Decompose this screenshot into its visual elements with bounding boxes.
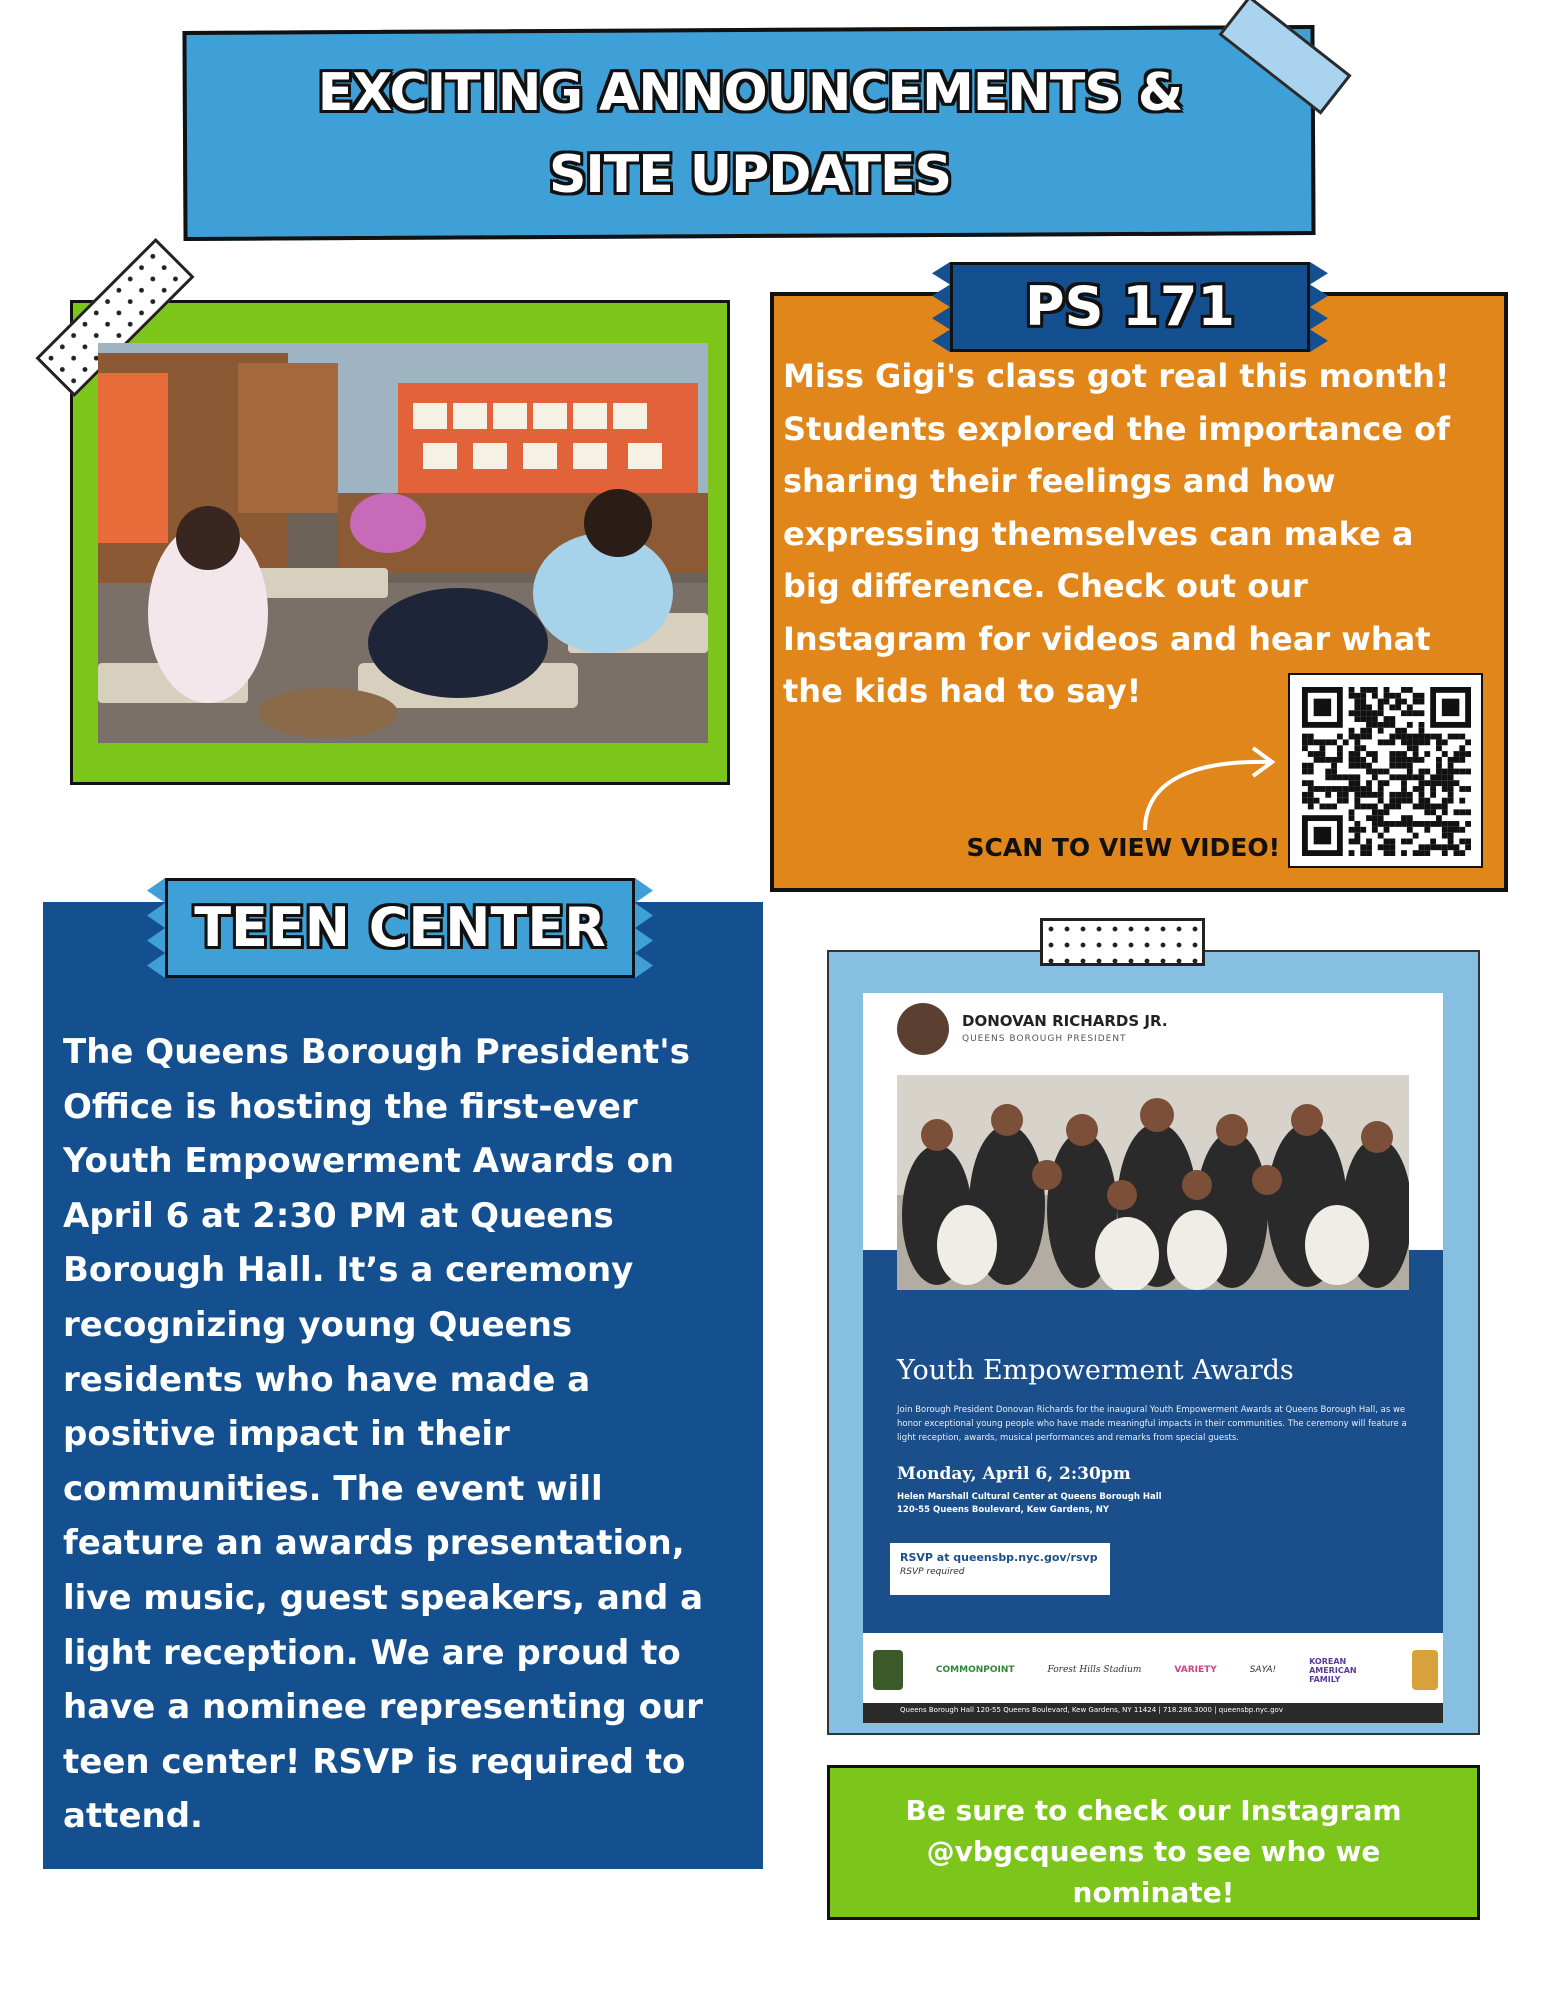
teen-center-line: Youth Empowerment Awards on [63, 1141, 675, 1182]
teen-center-line: Borough Hall. It’s a ceremony [63, 1250, 634, 1291]
instagram-note-line-2[interactable]: @vbgcqueens to see who we nominate! [926, 1835, 1381, 1909]
ps171-line: Students explored the importance of [783, 409, 1451, 448]
flyer-rsvp-box [890, 1543, 1110, 1595]
instagram-note-text [845, 1790, 1462, 1913]
flyer-footer: Queens Borough Hall 120-55 Queens Boulevard, Kew Gardens, NY 11424 | 718.286.3000 | queensbp.nyc.gov [900, 1706, 1283, 1714]
scan-label: SCAN TO VIEW VIDEO! [966, 833, 1280, 862]
teen-center-line: communities. The event will [63, 1468, 603, 1509]
page-title [190, 52, 1310, 216]
classroom-photo [98, 343, 708, 743]
teen-center-line: teen center! RSVP is required to [63, 1741, 686, 1782]
ps171-body [783, 350, 1503, 718]
instagram-note-line-1: Be sure to check our Instagram [905, 1794, 1402, 1827]
teen-center-line: have a nominee representing our [63, 1687, 703, 1728]
teen-center-line: live music, guest speakers, and a [63, 1577, 704, 1618]
teen-center-line: recognizing young Queens [63, 1304, 573, 1345]
sponsor-logo: VARIETY [1174, 1665, 1217, 1675]
teen-center-line: light reception. We are proud to [63, 1632, 681, 1673]
flyer-event-title: Youth Empowerment Awards [897, 1355, 1294, 1386]
flyer-venue-line-2: 120-55 Queens Boulevard, Kew Gardens, NY [897, 1505, 1110, 1515]
teen-center-line: April 6 at 2:30 PM at Queens [63, 1195, 614, 1236]
sponsor-logo: SAYA! [1249, 1665, 1277, 1675]
flyer-venue [897, 1491, 1417, 1517]
flyer-name: DONOVAN RICHARDS JR. [962, 1012, 1168, 1030]
flyer-avatar [897, 1003, 949, 1055]
ps171-title: PS 171 [1025, 275, 1235, 338]
sponsor-logo: COMMONPOINT [935, 1665, 1015, 1675]
page-title-line-2: SITE UPDATES [548, 145, 952, 205]
teen-center-line: residents who have made a [63, 1359, 591, 1400]
ps171-line: Instagram for videos and hear what [783, 619, 1431, 658]
teen-center-title: TEEN CENTER [194, 896, 606, 959]
page-title-line-1: EXCITING ANNOUNCEMENTS & [317, 63, 1183, 123]
ps171-line: Miss Gigi's class got real this month! [783, 357, 1450, 395]
flyer-date: Monday, April 6, 2:30pm [897, 1464, 1131, 1484]
sponsor-logo [873, 1650, 903, 1690]
ps171-line: big difference. Check out our [783, 567, 1308, 605]
teen-center-line: attend. [63, 1796, 203, 1837]
sponsor-logo: Forest Hills Stadium [1047, 1665, 1142, 1675]
flyer-rsvp-note: RSVP required [900, 1567, 965, 1577]
sponsor-logos [873, 1645, 1438, 1695]
teen-center-line: feature an awards presentation, [63, 1523, 685, 1564]
flyer-role: QUEENS BOROUGH PRESIDENT [962, 1034, 1127, 1044]
ps171-line: the kids had to say! [783, 672, 1142, 710]
teen-center-body [63, 1025, 763, 1844]
sponsor-logo: KOREAN AMERICAN FAMILY [1309, 1656, 1357, 1684]
teen-center-line: Office is hosting the first-ever [63, 1086, 638, 1127]
flyer-rsvp: RSVP at queensbp.nyc.gov/rsvp [900, 1551, 1098, 1564]
sponsor-logo [1412, 1650, 1438, 1690]
teen-center-line: positive impact in their [63, 1414, 510, 1455]
flyer-tape [1040, 918, 1205, 966]
ps171-line: expressing themselves can make a [783, 514, 1414, 553]
ps171-line: sharing their feelings and how [783, 462, 1336, 500]
flyer-description: Join Borough President Donovan Richards for the inaugural Youth Empowerment Awards at Queens Borough Hall, as we honor exceptional young people who have made meaningful impacts in their communities. The ceremony will feature a light reception, awards, musical performances and remarks from special guests. [897, 1405, 1407, 1443]
flyer-group-photo [897, 1075, 1409, 1290]
arrow-icon [1135, 740, 1285, 840]
qr-code-icon[interactable] [1288, 673, 1483, 868]
flyer-venue-line-1: Helen Marshall Cultural Center at Queens Borough Hall [897, 1492, 1162, 1502]
teen-center-line: The Queens Borough President's [63, 1032, 690, 1072]
